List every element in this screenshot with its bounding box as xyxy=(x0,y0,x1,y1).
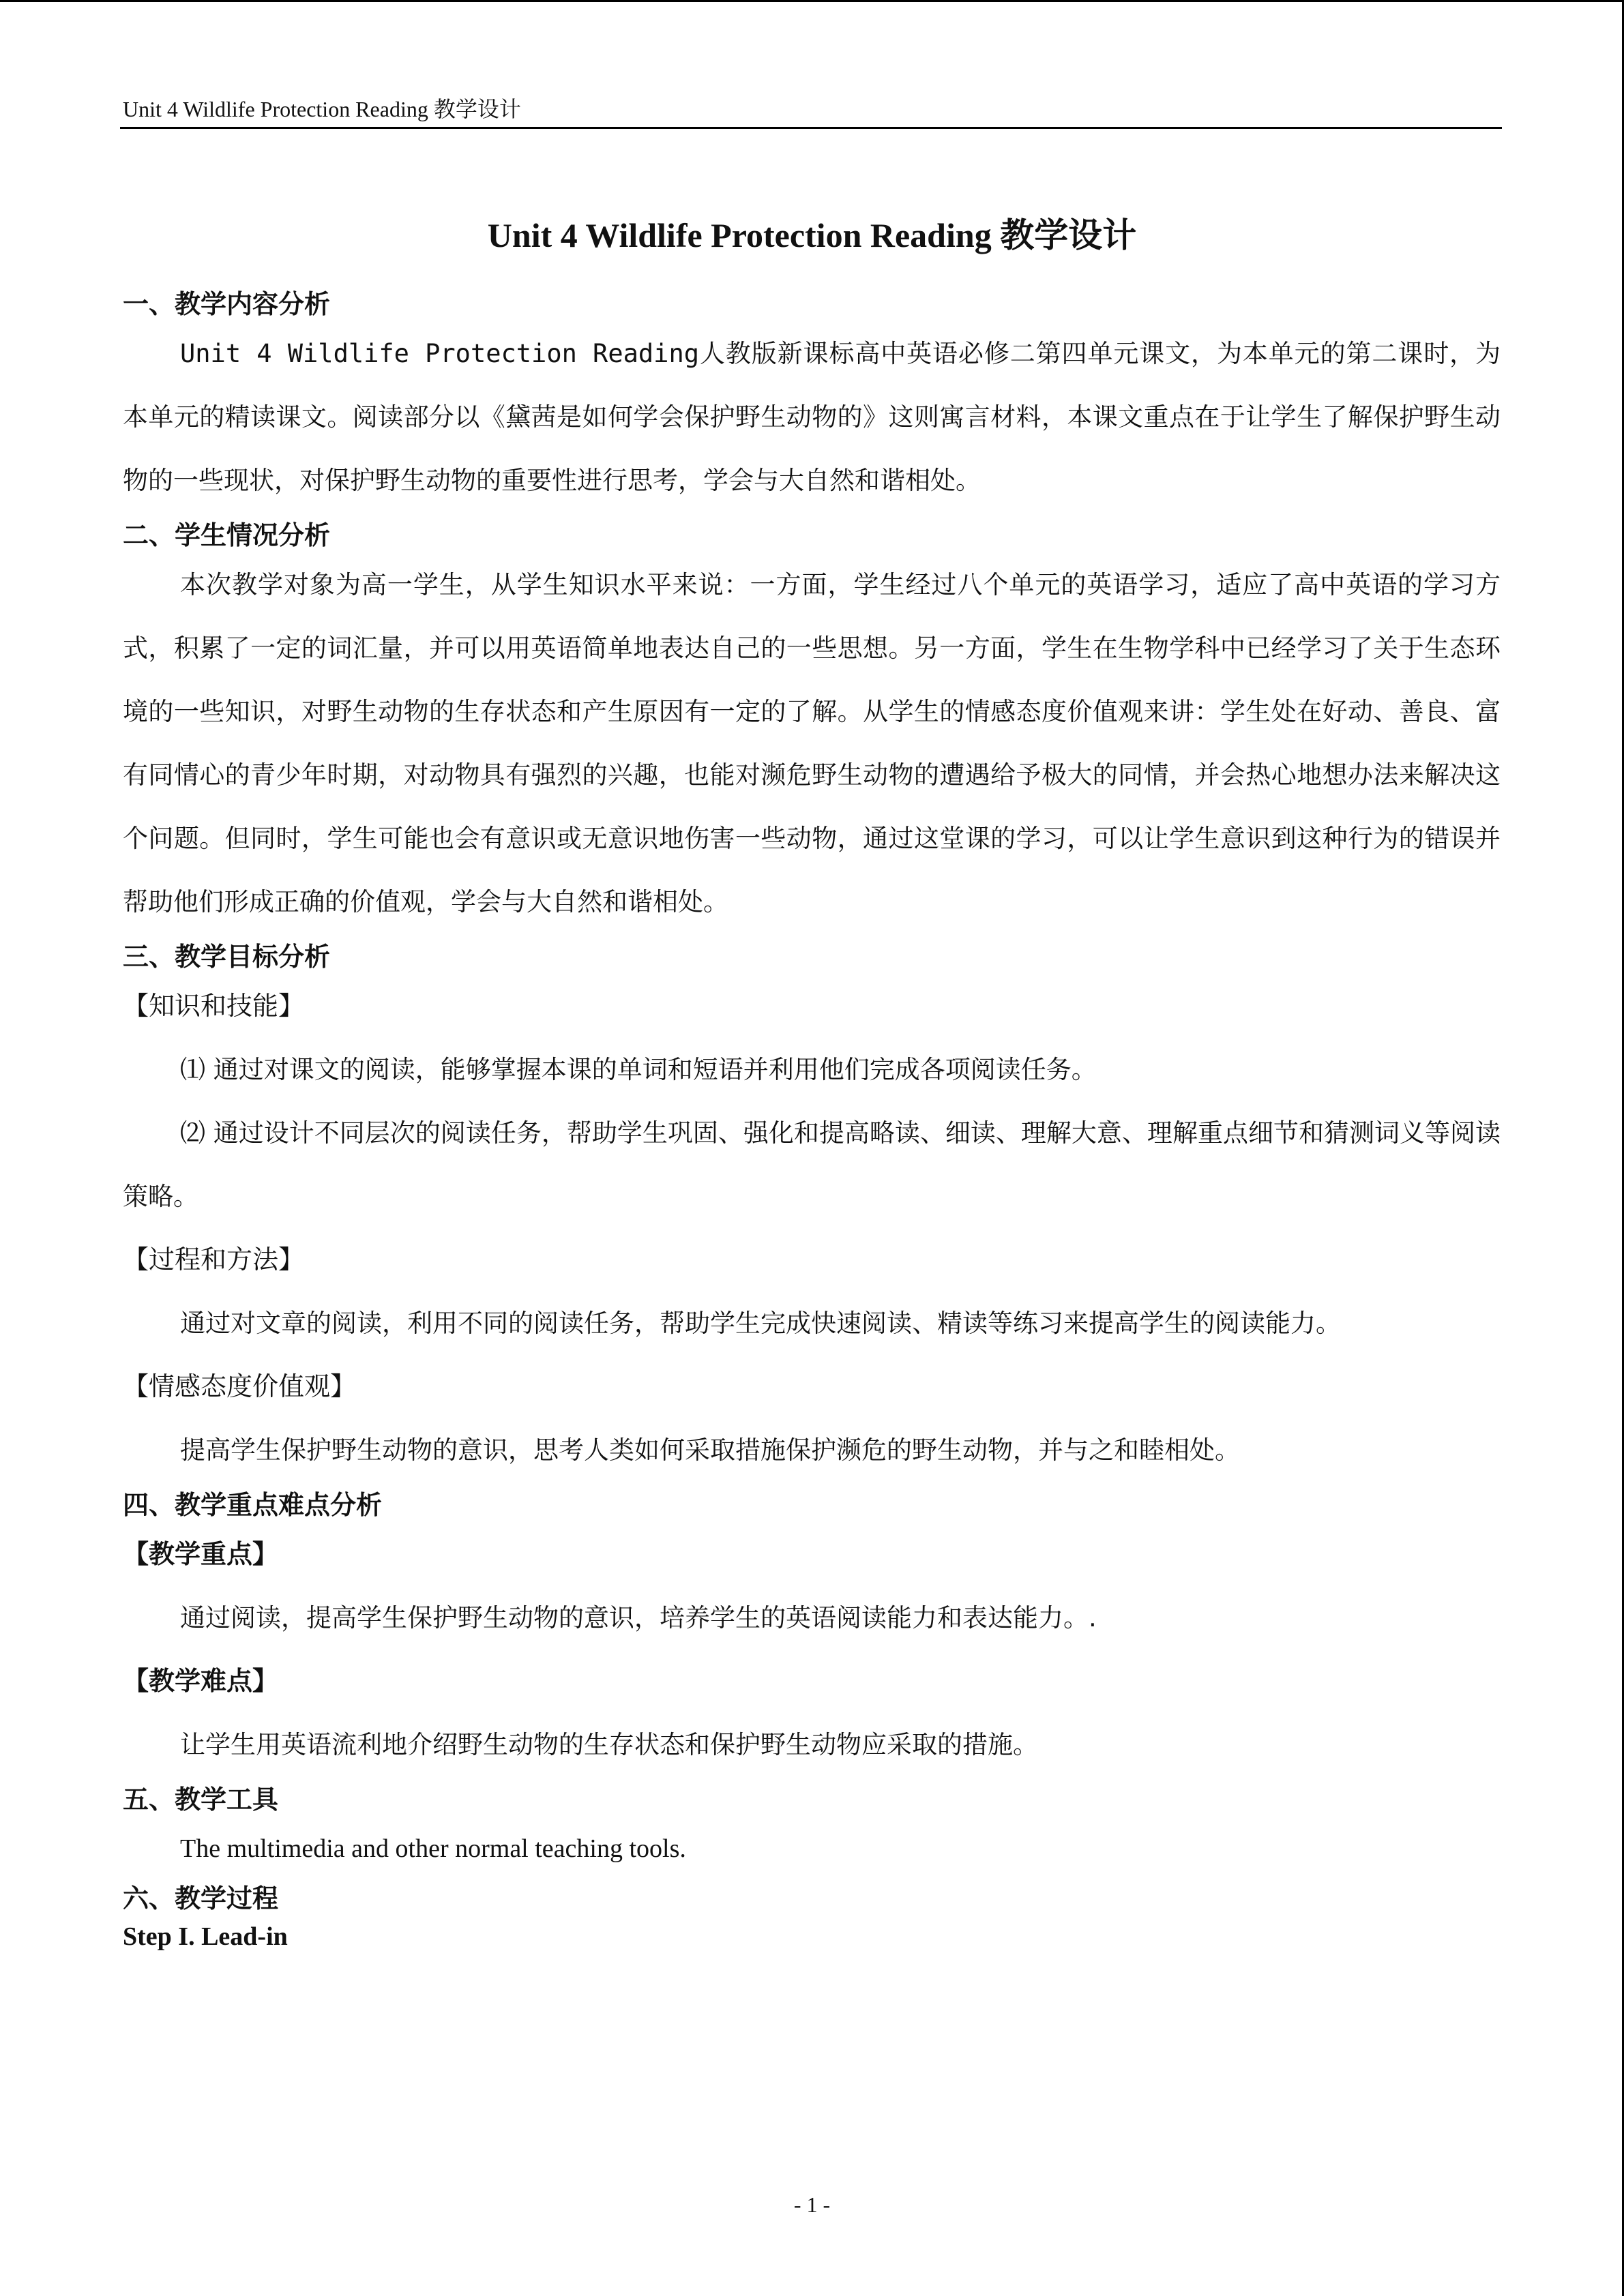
content-analysis-paragraph xyxy=(123,322,1501,512)
content-analysis-text: 人教版新课标高中英语必修二第四单元课文，为本单元的第二课时，为本单元的精读课文。阅读部分以《黛茜是如何学会保护野生动物的》这则寓言材料，本课文重点在于让学生了解保护野生动物的一些现状，对保护野生动物的重要性进行思考，学会与大自然和谐相处。 xyxy=(123,339,1501,495)
document-title: Unit 4 Wildlife Protection Reading 教学设计 xyxy=(487,216,1137,254)
emotion-values-label: 【情感态度价值观】 xyxy=(123,1371,357,1401)
difficult-points-text: 让学生用英语流利地介绍野生动物的生存状态和保护野生动物应采取的措施。 xyxy=(180,1730,1038,1759)
page-border-top xyxy=(0,0,1624,2)
section-heading-student-analysis: 二、学生情况分析 xyxy=(123,520,331,550)
objective-item-2: ⑵ 通过设计不同层次的阅读任务，帮助学生巩固、强化和提高略读、细读、理解大意、理解重点细节和猜测词义等阅读策略。 xyxy=(123,1118,1501,1211)
difficult-points-label: 【教学难点】 xyxy=(123,1666,279,1696)
document-body xyxy=(123,286,1501,1957)
objective-item-1: ⑴ 通过对课文的阅读，能够掌握本课的单词和短语并利用他们完成各项阅读任务。 xyxy=(180,1055,1097,1084)
teaching-tools-text: The multimedia and other normal teaching tools. xyxy=(180,1834,686,1863)
section-heading-tools: 五、教学工具 xyxy=(123,1785,279,1815)
emotion-values-text: 提高学生保护野生动物的意识，思考人类如何采取措施保护濒危的野生动物，并与之和睦相处。 xyxy=(180,1435,1240,1465)
page-number: - 1 - xyxy=(793,2192,831,2217)
student-analysis-paragraph: 本次教学对象为高一学生，从学生知识水平来说：一方面，学生经过八个单元的英语学习，适应了高中英语的学习方式，积累了一定的词汇量，并可以用英语简单地表达自己的一些思想。另一方面，学生在生物学科中已经学习了关于生态环境的一些知识，对野生动物的生存状态和产生原因有一定的了解。从学生的情感态度价值观来讲：学生处在好动、善良、富有同情心的青少年时期，对动物具有强烈的兴趣，也能对濒危野生动物的遭遇给予极大的同情，并会热心地想办法来解决这个问题。但同时，学生可能也会有意识或无意识地伤害一些动物，通过这堂课的学习，可以让学生意识到这种行为的错误并帮助他们形成正确的价值观，学会与大自然和谐相处。 xyxy=(123,570,1501,916)
process-methods-label: 【过程和方法】 xyxy=(123,1244,305,1274)
header-rule xyxy=(120,127,1502,129)
running-header: Unit 4 Wildlife Protection Reading 教学设计 xyxy=(123,97,521,121)
step-1-heading: Step I. Lead-in xyxy=(123,1922,288,1951)
process-methods-text: 通过对文章的阅读，利用不同的阅读任务，帮助学生完成快速阅读、精读等练习来提高学生的阅读能力。 xyxy=(180,1309,1341,1338)
section-heading-content-analysis: 一、教学内容分析 xyxy=(123,289,331,319)
key-points-text: 通过阅读，提高学生保护野生动物的意识，培养学生的英语阅读能力和表达能力。. xyxy=(180,1603,1097,1632)
section-heading-objectives: 三、教学目标分析 xyxy=(123,942,331,972)
course-name-mono: Unit 4 Wildlife Protection Reading xyxy=(180,339,699,368)
section-heading-process: 六、教学过程 xyxy=(123,1883,279,1913)
knowledge-skills-label: 【知识和技能】 xyxy=(123,991,305,1021)
section-heading-key-difficult: 四、教学重点难点分析 xyxy=(123,1490,383,1520)
key-points-label: 【教学重点】 xyxy=(123,1539,279,1569)
